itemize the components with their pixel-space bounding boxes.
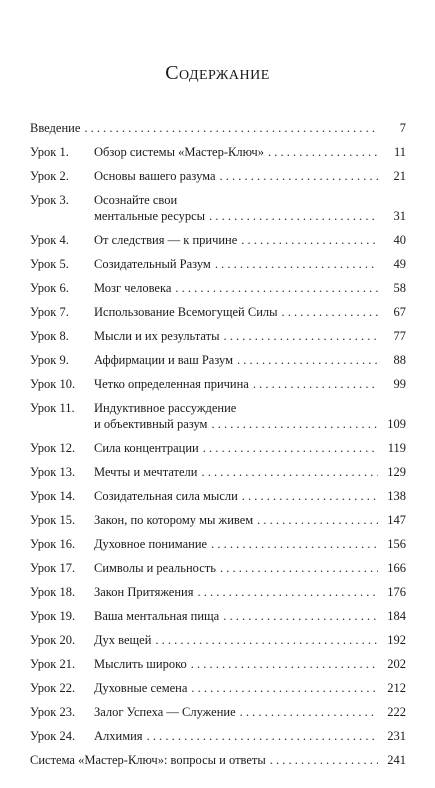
toc-entry-title: От следствия — к причине xyxy=(94,233,238,247)
toc-page-number: 11 xyxy=(393,145,406,159)
toc-entry-title: ментальные ресурсы xyxy=(94,209,206,223)
toc-page-number: 166 xyxy=(387,561,406,575)
toc-entry[interactable] xyxy=(30,752,406,768)
toc-page-number: 202 xyxy=(387,657,406,671)
dot-leader xyxy=(242,488,378,504)
dot-leader xyxy=(191,656,378,672)
toc-entry[interactable] xyxy=(30,608,406,624)
toc-entry-title: Духовное понимание xyxy=(94,537,208,551)
toc-page-number: 58 xyxy=(393,281,406,295)
toc-page-number: 109 xyxy=(387,417,406,431)
toc-entry-label: Урок 14. xyxy=(30,489,76,503)
toc-entry-title: Осознайте свои xyxy=(94,193,178,207)
toc-entry-label: Урок 10. xyxy=(30,377,76,391)
toc-entry-label: Урок 16. xyxy=(30,537,76,551)
toc-entry[interactable] xyxy=(30,304,406,320)
toc-entry-title: Духовные семена xyxy=(94,681,188,695)
toc-entry-title: Мозг человека xyxy=(94,281,172,295)
toc-page-number: 138 xyxy=(387,489,406,503)
toc-entry[interactable] xyxy=(30,560,406,576)
toc-entry-label: Урок 3. xyxy=(30,193,69,207)
toc-entry-label: Урок 24. xyxy=(30,729,76,743)
toc-entry[interactable] xyxy=(30,464,406,480)
dot-leader xyxy=(240,704,378,720)
toc-page-number: 156 xyxy=(387,537,406,551)
dot-leader xyxy=(282,304,378,320)
dot-leader xyxy=(223,608,378,624)
toc-entry[interactable] xyxy=(30,232,406,248)
dot-leader xyxy=(223,328,378,344)
toc-entry[interactable] xyxy=(30,680,406,696)
toc-page-number: 88 xyxy=(393,353,406,367)
toc-entry-label: Урок 9. xyxy=(30,353,69,367)
toc-entry-title: Закон Притяжения xyxy=(94,585,194,599)
toc-entry-label: Урок 2. xyxy=(30,169,69,183)
toc-entry-label: Урок 12. xyxy=(30,441,76,455)
dot-leader xyxy=(211,536,378,552)
toc-entry[interactable] xyxy=(30,144,406,160)
dot-leader xyxy=(203,440,378,456)
toc-entry-label: Урок 5. xyxy=(30,257,69,271)
toc-page-number: 67 xyxy=(393,305,406,319)
toc-entry[interactable] xyxy=(30,656,406,672)
toc-page-number: 7 xyxy=(399,121,406,135)
toc-entry[interactable] xyxy=(30,440,406,456)
toc-page-number: 77 xyxy=(393,329,406,343)
dot-leader xyxy=(220,560,378,576)
toc-entry[interactable] xyxy=(30,352,406,368)
toc-entry-title: Мысли и их результаты xyxy=(94,329,220,343)
toc-page-number: 147 xyxy=(387,513,406,527)
toc-page-number: 40 xyxy=(393,233,406,247)
toc-entry-title: Ваша ментальная пища xyxy=(94,609,220,623)
toc-page-number: 99 xyxy=(393,377,406,391)
toc-page-number: 192 xyxy=(387,633,406,647)
toc-entry[interactable] xyxy=(30,280,406,296)
toc-entry-title: Сила концентрации xyxy=(94,441,199,455)
toc-page-number: 212 xyxy=(387,681,406,695)
dot-leader xyxy=(257,512,378,528)
toc-entry[interactable] xyxy=(30,704,406,720)
dot-leader xyxy=(84,120,378,136)
toc-page-number: 176 xyxy=(387,585,406,599)
toc-entry-title: Залог Успеха — Служение xyxy=(94,705,236,719)
dot-leader xyxy=(270,752,378,768)
toc-entry-label: Урок 1. xyxy=(30,145,69,159)
dot-leader xyxy=(268,144,378,160)
dot-leader xyxy=(253,376,378,392)
toc-entry-label: Урок 17. xyxy=(30,561,76,575)
toc-entry-label: Урок 21. xyxy=(30,657,76,671)
toc-page-number: 129 xyxy=(387,465,406,479)
toc-entry-title: Введение xyxy=(30,121,81,135)
toc-entry-title: Закон, по которому мы живем xyxy=(94,513,254,527)
toc-entry-label: Урок 4. xyxy=(30,233,69,247)
toc-entry[interactable] xyxy=(30,120,406,136)
dot-leader xyxy=(220,168,378,184)
dot-leader xyxy=(237,352,378,368)
toc-page-number: 119 xyxy=(387,441,406,455)
toc-entry[interactable] xyxy=(30,328,406,344)
dot-leader xyxy=(209,208,378,224)
dot-leader xyxy=(215,256,378,272)
toc-entry-label: Урок 11. xyxy=(30,401,75,415)
toc-entry-label: Урок 19. xyxy=(30,609,76,623)
toc-entry-title: Система «Мастер-Ключ»: вопросы и ответы xyxy=(30,753,266,767)
toc-entry[interactable] xyxy=(30,632,406,648)
toc-entry-title: Созидательная сила мысли xyxy=(94,489,238,503)
dot-leader xyxy=(202,464,379,480)
toc-entry-title: Основы вашего разума xyxy=(94,169,216,183)
toc-entry[interactable] xyxy=(30,728,406,744)
toc-entry[interactable] xyxy=(30,584,406,600)
toc-entry-title: Использование Всемогущей Силы xyxy=(94,305,278,319)
toc-entry[interactable] xyxy=(30,488,406,504)
toc-entry-label: Урок 15. xyxy=(30,513,76,527)
toc-entry-label: Урок 18. xyxy=(30,585,76,599)
toc-entry-label: Урок 8. xyxy=(30,329,69,343)
dot-leader xyxy=(191,680,378,696)
toc-page-number: 241 xyxy=(387,753,406,767)
toc-entry-title: Мыслить широко xyxy=(94,657,187,671)
toc-page-number: 21 xyxy=(393,169,406,183)
table-of-contents xyxy=(30,120,406,768)
dot-leader xyxy=(241,232,378,248)
dot-leader xyxy=(175,280,378,296)
toc-entry-label: Урок 7. xyxy=(30,305,69,319)
toc-entry-label: Урок 13. xyxy=(30,465,76,479)
toc-entry-label: Урок 23. xyxy=(30,705,76,719)
toc-entry[interactable] xyxy=(30,192,406,224)
toc-entry-title: Дух вещей xyxy=(94,633,152,647)
toc-entry-title: Созидательный Разум xyxy=(94,257,211,271)
toc-page-number: 31 xyxy=(393,209,406,223)
toc-entry[interactable] xyxy=(30,512,406,528)
toc-entry-title: Алхимия xyxy=(94,729,143,743)
toc-page-number: 231 xyxy=(387,729,406,743)
toc-entry-label: Урок 22. xyxy=(30,681,76,695)
toc-entry[interactable] xyxy=(30,376,406,392)
toc-entry-label: Урок 6. xyxy=(30,281,69,295)
toc-entry-title: и объективный разум xyxy=(94,417,208,431)
dot-leader xyxy=(155,632,378,648)
toc-entry[interactable] xyxy=(30,168,406,184)
toc-entry-title: Индуктивное рассуждение xyxy=(94,401,237,415)
page-title: Содержание xyxy=(165,62,270,84)
toc-entry-title: Мечты и мечтатели xyxy=(94,465,198,479)
toc-entry[interactable] xyxy=(30,256,406,272)
toc-page-number: 49 xyxy=(393,257,406,271)
dot-leader xyxy=(197,584,378,600)
toc-entry[interactable] xyxy=(30,536,406,552)
toc-page-number: 222 xyxy=(387,705,406,719)
dot-leader xyxy=(211,416,378,432)
toc-page-number: 184 xyxy=(387,609,406,623)
toc-entry-title: Символы и реальность xyxy=(94,561,216,575)
dot-leader xyxy=(147,728,378,744)
toc-entry-title: Четко определенная причина xyxy=(94,377,249,391)
toc-entry-title: Аффирмации и ваш Разум xyxy=(94,353,234,367)
toc-entry-title: Обзор системы «Мастер-Ключ» xyxy=(94,145,264,159)
toc-entry[interactable] xyxy=(30,400,406,432)
toc-entry-label: Урок 20. xyxy=(30,633,76,647)
